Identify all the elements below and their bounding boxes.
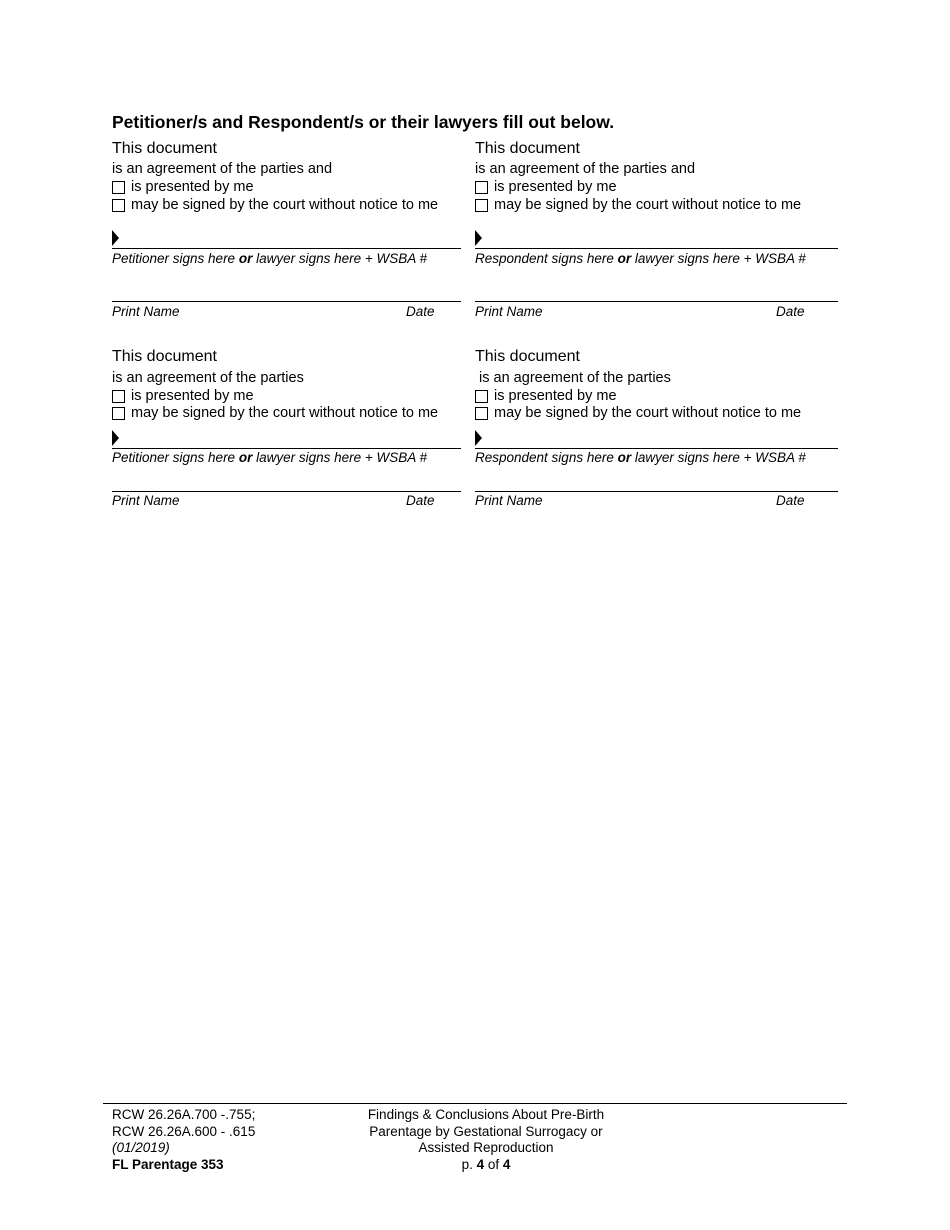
rcw-citation-2: RCW 26.26A.600 - .615: [112, 1123, 256, 1139]
print-name-line[interactable]: [112, 301, 461, 302]
form-number: FL Parentage 353: [112, 1156, 224, 1172]
signed-without-notice-checkbox[interactable]: [112, 199, 125, 212]
signed-without-notice-label: may be signed by the court without notice to me: [131, 405, 439, 421]
date-caption: Date: [406, 304, 435, 319]
presented-by-me-label: is presented by me: [131, 179, 254, 195]
print-name-caption: Print Name: [475, 493, 543, 508]
respondent-signature-block-1: [475, 140, 827, 325]
form-title-line-1: Findings & Conclusions About Pre-Birth: [367, 1107, 605, 1122]
signed-without-notice-label: may be signed by the court without notice to me: [131, 197, 439, 213]
print-name-caption: Print Name: [112, 304, 180, 319]
presented-by-me-checkbox[interactable]: [475, 390, 488, 403]
presented-by-me-checkbox[interactable]: [112, 181, 125, 194]
signed-without-notice-option[interactable]: [475, 405, 801, 422]
signature-caption: Petitioner signs here or lawyer signs here + WSBA #: [112, 450, 428, 465]
agreement-text: is an agreement of the parties: [112, 370, 304, 386]
presented-by-me-checkbox[interactable]: [475, 181, 488, 194]
respondent-signature-block-2: [475, 348, 827, 518]
petitioner-signature-block-2: [112, 348, 464, 518]
signed-without-notice-label: may be signed by the court without notice to me: [494, 197, 802, 213]
rcw-citation-1: RCW 26.26A.700 -.755;: [112, 1107, 256, 1122]
print-name-line[interactable]: [112, 491, 461, 492]
print-name-line[interactable]: [475, 491, 838, 492]
section-heading: Petitioner/s and Respondent/s or their lawyers fill out below.: [112, 112, 615, 132]
signature-line[interactable]: [112, 448, 461, 449]
signature-caption: Respondent signs here or lawyer signs here + WSBA #: [475, 450, 806, 465]
presented-by-me-label: is presented by me: [131, 388, 254, 404]
sign-here-arrow-icon: [112, 430, 119, 446]
signed-without-notice-checkbox[interactable]: [112, 407, 125, 420]
date-caption: Date: [776, 493, 805, 508]
signed-without-notice-option[interactable]: [112, 405, 438, 422]
signed-without-notice-label: may be signed by the court without notice to me: [494, 405, 802, 421]
block-title: This document: [475, 140, 580, 157]
signature-caption: Respondent signs here or lawyer signs here + WSBA #: [475, 251, 806, 266]
block-title: This document: [475, 348, 580, 365]
presented-by-me-label: is presented by me: [494, 179, 617, 195]
form-title-line-3: Assisted Reproduction: [418, 1140, 554, 1155]
signature-caption: Petitioner signs here or lawyer signs here + WSBA #: [112, 251, 428, 266]
presented-by-me-option[interactable]: [112, 388, 254, 405]
footer-form-info: [112, 1107, 255, 1173]
signed-without-notice-option[interactable]: [475, 197, 801, 214]
signature-line[interactable]: [475, 448, 838, 449]
form-revision-date: (01/2019): [112, 1140, 170, 1155]
footer-form-title: [300, 1107, 672, 1173]
presented-by-me-option[interactable]: [475, 388, 617, 405]
agreement-text: is an agreement of the parties and: [112, 161, 333, 177]
sign-here-arrow-icon: [475, 430, 482, 446]
print-name-caption: Print Name: [475, 304, 543, 319]
form-title-line-2: Parentage by Gestational Surrogacy or: [369, 1123, 603, 1139]
signed-without-notice-checkbox[interactable]: [475, 407, 488, 420]
presented-by-me-checkbox[interactable]: [112, 390, 125, 403]
block-title: This document: [112, 140, 217, 157]
signed-without-notice-checkbox[interactable]: [475, 199, 488, 212]
agreement-text: is an agreement of the parties and: [475, 161, 696, 177]
sign-here-arrow-icon: [475, 230, 482, 246]
print-name-line[interactable]: [475, 301, 838, 302]
date-caption: Date: [776, 304, 805, 319]
print-name-caption: Print Name: [112, 493, 180, 508]
signature-line[interactable]: [112, 248, 461, 249]
presented-by-me-option[interactable]: [475, 179, 617, 196]
date-caption: Date: [406, 493, 435, 508]
petitioner-signature-block-1: [112, 140, 464, 325]
agreement-text: is an agreement of the parties: [475, 370, 671, 386]
signature-line[interactable]: [475, 248, 838, 249]
sign-here-arrow-icon: [112, 230, 119, 246]
footer-divider: [103, 1103, 847, 1104]
signed-without-notice-option[interactable]: [112, 197, 438, 214]
presented-by-me-label: is presented by me: [494, 388, 617, 404]
presented-by-me-option[interactable]: [112, 179, 254, 196]
block-title: This document: [112, 348, 217, 365]
page-number: p. 4 of 4: [461, 1156, 511, 1172]
